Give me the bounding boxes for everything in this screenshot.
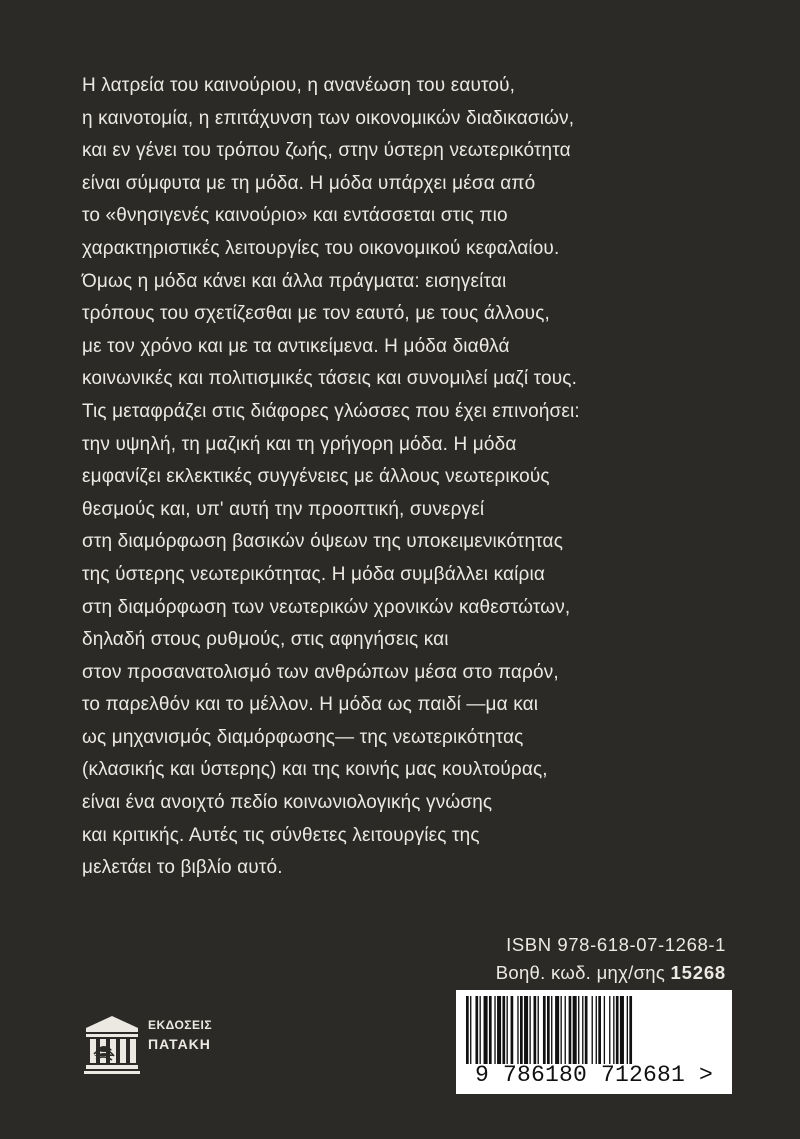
barcode-bar xyxy=(604,996,605,1064)
blurb-line: εμφανίζει εκλεκτικές συγγένειες με άλλους νεωτερικούς xyxy=(82,466,550,488)
barcode-bar xyxy=(582,996,583,1064)
blurb-line: η καινοτομία, η επιτάχυνση των οικονομικών διαδικασιών, xyxy=(82,107,575,129)
barcode-bar xyxy=(596,996,597,1064)
barcode-bar xyxy=(529,996,530,1064)
barcode-bar xyxy=(497,996,501,1064)
barcode-bar xyxy=(620,996,624,1064)
barcode-bar xyxy=(613,996,614,1064)
barcode-bar xyxy=(585,996,588,1064)
blurb-line: τρόπους του σχετίζεσθαι με τον εαυτό, με τους άλλους, xyxy=(82,303,550,325)
publisher-logo-icon xyxy=(82,1002,142,1076)
barcode-bar xyxy=(538,996,539,1064)
barcode-bar xyxy=(598,996,601,1064)
blurb-line: στη διαμόρφωση των νεωτερικών χρονικών καθεστώτων, xyxy=(82,596,571,618)
blurb-line: μελετάει το βιβλίο αυτό. xyxy=(82,857,283,879)
barcode-bar xyxy=(475,996,478,1064)
barcode-bar xyxy=(561,996,562,1064)
barcode-bar xyxy=(629,996,632,1064)
barcode-bar xyxy=(520,996,523,1064)
barcode-bar xyxy=(507,996,508,1064)
barcode-bar xyxy=(551,996,552,1064)
barcode-bar xyxy=(534,996,537,1064)
publisher-name-line1: ΕΚΔΟΣΕΙΣ xyxy=(148,1018,213,1032)
blurb-line: Η λατρεία του καινούριου, η ανανέωση του εαυτού, xyxy=(82,75,516,96)
blurb-line: στον προσανατολισμό των ανθρώπων μέσα στο παρόν, xyxy=(82,661,559,683)
barcode-digits: 9 786180 712681 > xyxy=(474,1062,714,1088)
blurb-line: στη διαμόρφωση βασικών όψεων της υποκειμενικότητας xyxy=(82,531,563,553)
barcode-bar xyxy=(489,996,492,1064)
blurb-line: Όμως η μόδα κάνει και άλλα πράγματα: εισηγείται xyxy=(82,270,507,292)
blurb-line: είναι σύμφυτα με τη μόδα. Η μόδα υπάρχει μέσα από xyxy=(82,172,536,194)
blurb-line: δηλαδή στους ρυθμούς, στις αφηγήσεις και xyxy=(82,629,449,651)
barcode-bar xyxy=(609,996,610,1064)
blurb-line: το «θνησιγενές καινούριο» και εντάσσεται στις πιο xyxy=(82,205,508,227)
barcode-bar xyxy=(494,996,495,1064)
barcode-bar xyxy=(502,996,505,1064)
blurb-line: Τις μεταφράζει στις διάφορες γλώσσες που έχει επινοήσει: xyxy=(82,400,580,422)
barcode-bar xyxy=(480,996,481,1064)
publisher-name-line2: ΠΑΤΑΚΗ xyxy=(148,1036,211,1052)
barcode-bar xyxy=(547,996,550,1064)
blurb-text xyxy=(82,70,742,885)
blurb-line: κοινωνικές και πολιτισμικές τάσεις και συνομιλεί μαζί τους. xyxy=(82,368,578,390)
isbn-barcode xyxy=(456,990,732,1094)
blurb-line: (κλασικής και ύστερης) και της κοινής μας κουλτούρας, xyxy=(82,759,548,781)
barcode-bar xyxy=(466,996,469,1064)
barcode-bar xyxy=(470,996,471,1064)
barcode-bar xyxy=(573,996,577,1064)
barcode-bar xyxy=(565,996,566,1064)
barcode-bars xyxy=(456,990,732,1066)
barcode-bar xyxy=(592,996,593,1064)
aux-code xyxy=(496,962,726,984)
barcode-bar xyxy=(511,996,514,1064)
barcode-bar xyxy=(616,996,619,1064)
blurb-line: χαρακτηριστικές λειτουργίες του οικονομικού κεφαλαίου. xyxy=(82,237,560,259)
aux-code-number: 15268 xyxy=(670,962,726,983)
barcode-bar xyxy=(578,996,579,1064)
blurb-line: θεσμούς και, υπ' αυτή την προοπτική, συνεργεί xyxy=(82,498,485,520)
barcode-bar xyxy=(517,996,518,1064)
blurb-line: είναι ένα ανοιχτό πεδίο κοινωνιολογικής γνώσης xyxy=(82,792,493,814)
blurb-line: και κριτικής. Αυτές τις σύνθετες λειτουργίες της xyxy=(82,824,480,846)
blurb-line: με τον χρόνο και με τα αντικείμενα. Η μόδα διαθλά xyxy=(82,335,510,357)
blurb-line: την υψηλή, τη μαζική και τη γρήγορη μόδα. Η μόδα xyxy=(82,433,517,455)
barcode-bar xyxy=(543,996,546,1064)
blurb-line: και εν γένει του τρόπου ζωής, στην ύστερη νεωτερικότητα xyxy=(82,140,571,162)
blurb-line: ως μηχανισμός διαμόρφωσης— της νεωτερικότητας xyxy=(82,726,524,748)
blurb-line: της ύστερης νεωτερικότητας. Η μόδα συμβάλλει καίρια xyxy=(82,563,545,585)
barcode-bar xyxy=(627,996,628,1064)
publisher-logo xyxy=(82,1000,232,1078)
barcode-bar xyxy=(555,996,559,1064)
aux-code-label: Βοηθ. κωδ. μηχ/σης xyxy=(495,962,666,983)
barcode-bar xyxy=(484,996,488,1064)
barcode-bar xyxy=(569,996,572,1064)
blurb-line: το παρελθόν και το μέλλον. Η μόδα ως παιδί —μα και xyxy=(82,694,539,716)
barcode-bar xyxy=(524,996,528,1064)
isbn-text: ISBN 978-618-07-1268-1 xyxy=(506,934,726,955)
